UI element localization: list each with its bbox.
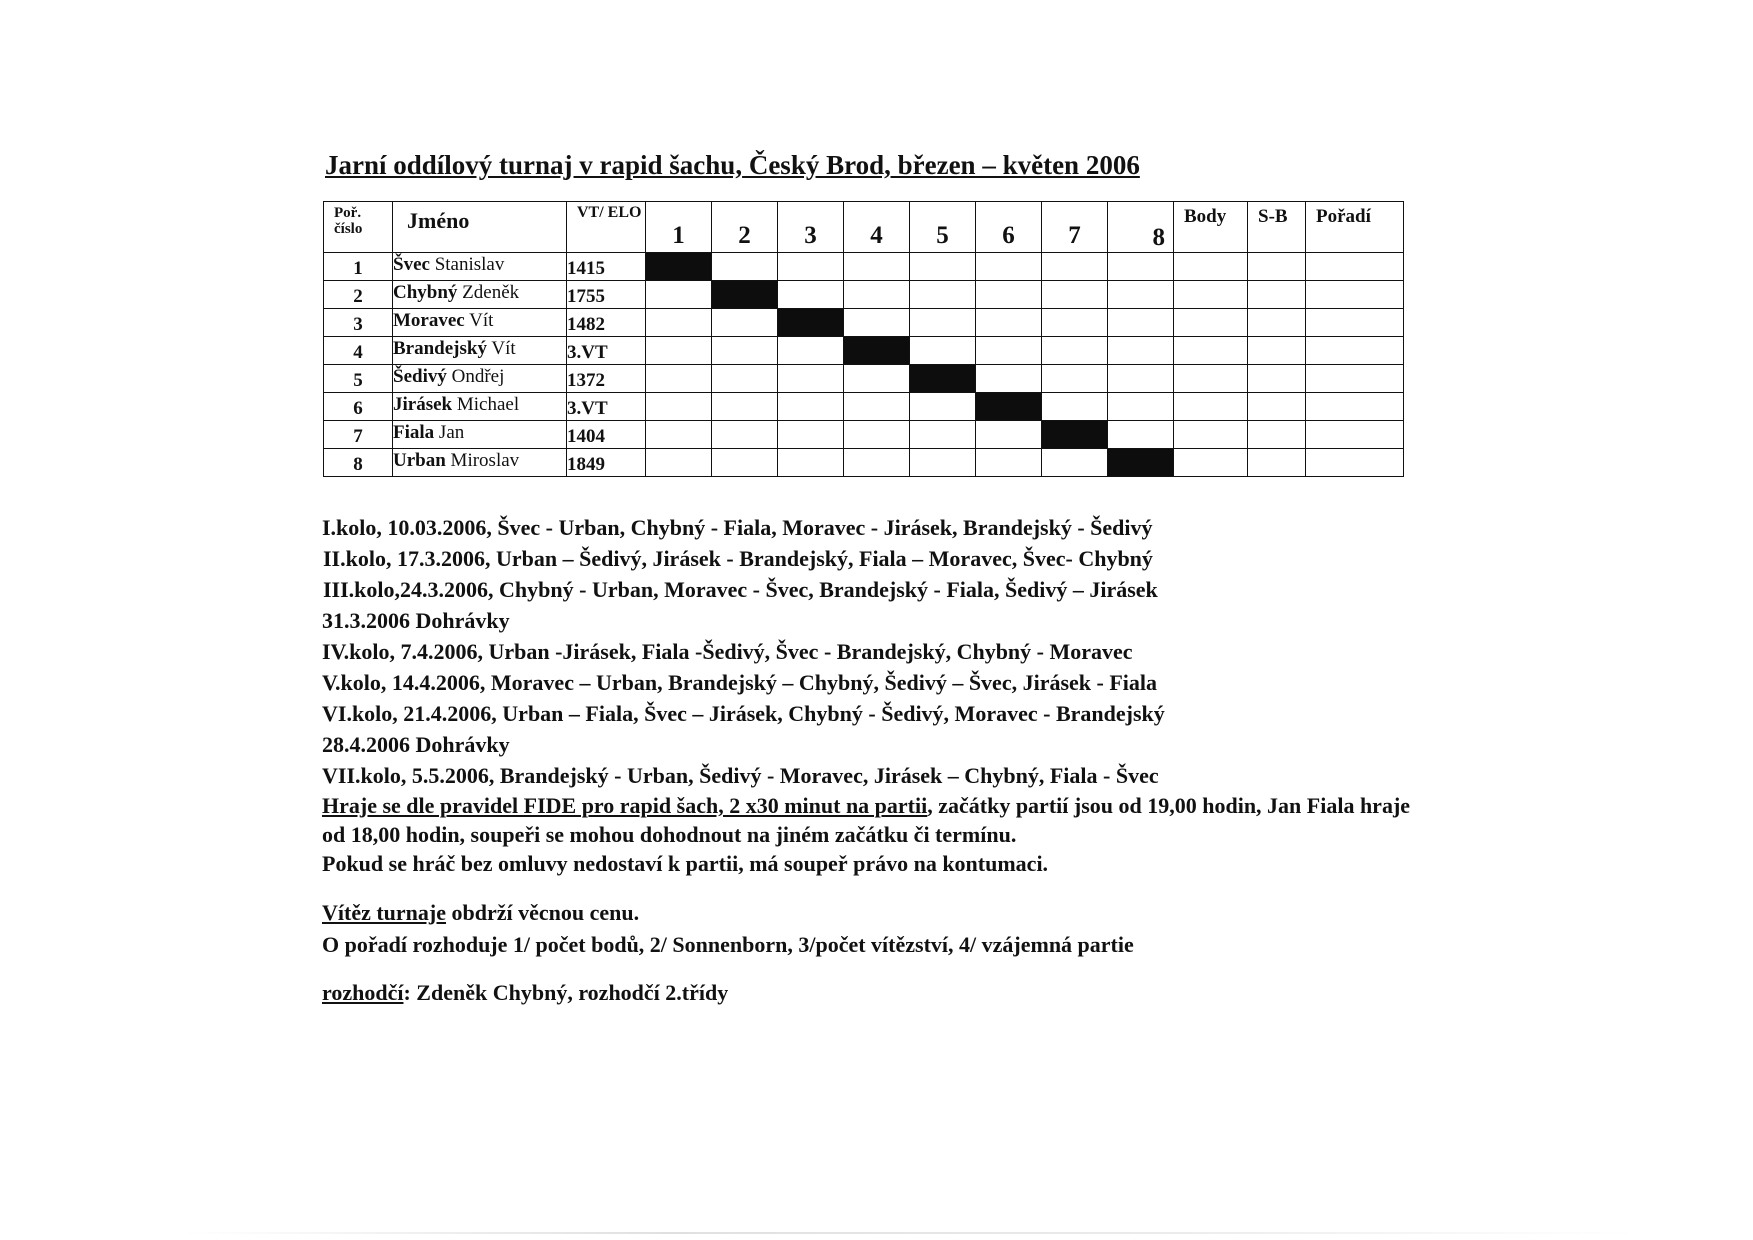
result-cell [646,393,712,421]
result-cell [844,421,910,449]
header-round-8: 8 [1108,202,1174,253]
player-name [393,281,567,309]
round-line: V.kolo, 14.4.2006, Moravec – Urban, Brandejský – Chybný, Šedivý – Švec, Jirásek - Fiala [322,670,1158,695]
player-rating: 3.VT [567,337,646,365]
player-number: 7 [324,421,393,449]
player-firstname: Ondřej [451,366,505,387]
points-cell [1174,253,1248,281]
player-name [393,365,567,393]
rank-cell [1306,393,1404,421]
result-cell [646,309,712,337]
result-cell [1108,309,1174,337]
result-cell [646,281,712,309]
round-line: II.kolo, 17.3.2006, Urban – Šedivý, Jirásek - Brandejský, Fiala – Moravec, Švec- Chybný [323,546,1153,571]
points-cell [1174,365,1248,393]
result-cell [646,337,712,365]
result-cell [844,365,910,393]
result-cell [712,449,778,477]
player-number: 5 [324,365,393,393]
player-name [393,449,567,477]
result-cell [910,281,976,309]
sonneborn-cell [1248,253,1306,281]
result-cell [646,449,712,477]
player-firstname: Stanislav [434,254,505,275]
result-cell [1042,309,1108,337]
player-rating: 1482 [567,309,646,337]
result-cell [1042,253,1108,281]
player-rating: 1372 [567,365,646,393]
header-round-7: 7 [1042,202,1108,253]
result-cell [910,393,976,421]
result-cell [778,337,844,365]
rank-cell [1306,309,1404,337]
self-pairing-cell [844,337,910,365]
header-elo: VT/ ELO [567,202,646,253]
header-round-6: 6 [976,202,1042,253]
sonneborn-cell [1248,421,1306,449]
player-row [324,309,1404,337]
player-rating: 1404 [567,421,646,449]
crosstable-body [324,253,1404,477]
player-surname: Chybný [393,282,458,303]
result-cell [778,449,844,477]
result-cell [910,449,976,477]
rank-cell [1306,365,1404,393]
referee-text: : Zdeněk Chybný, rozhodčí 2.třídy [403,980,729,1005]
result-cell [778,253,844,281]
player-name [393,253,567,281]
rules-line1-rest: , začátky partií jsou od 19,00 hodin, Jan Fiala hraje [927,793,1411,818]
round-line: 31.3.2006 Dohrávky [322,608,510,633]
player-number: 2 [324,281,393,309]
header-por: Poř. číslo [324,202,393,253]
player-number: 3 [324,309,393,337]
player-name [393,421,567,449]
result-cell [712,337,778,365]
result-cell [1042,449,1108,477]
player-number: 1 [324,253,393,281]
round-line: IV.kolo, 7.4.2006, Urban -Jirásek, Fiala -Šedivý, Švec - Brandejský, Chybný - Moravec [322,639,1133,664]
result-cell [1108,253,1174,281]
result-cell [910,309,976,337]
sonneborn-cell [1248,309,1306,337]
result-cell [844,281,910,309]
result-cell [1042,393,1108,421]
rules-underlined: Hraje se dle pravidel FIDE pro rapid šach, 2 x30 minut na partii [322,793,928,818]
points-cell [1174,337,1248,365]
result-cell [778,393,844,421]
result-cell [976,309,1042,337]
sonneborn-cell [1248,281,1306,309]
self-pairing-cell [910,365,976,393]
player-rating: 1849 [567,449,646,477]
referee-label: rozhodčí [322,980,404,1005]
points-cell [1174,449,1248,477]
player-surname: Moravec [393,310,465,331]
player-number: 4 [324,337,393,365]
round-line: III.kolo,24.3.2006, Chybný - Urban, Moravec - Švec, Brandejský - Fiala, Šedivý – Jirásek [323,577,1158,602]
header-round-1: 1 [646,202,712,253]
player-number: 8 [324,449,393,477]
title-underlined: Jarní oddílový turnaj v rapid šachu, [325,150,743,180]
points-cell [1174,421,1248,449]
header-sb: S-B [1248,202,1306,253]
player-row [324,365,1404,393]
result-cell [976,253,1042,281]
rank-cell [1306,281,1404,309]
result-cell [1108,281,1174,309]
rules-line-3: Pokud se hráč bez omluvy nedostaví k partii, má soupeř právo na kontumaci. [322,851,1049,876]
prize-underlined: Vítěz turnaje [322,900,447,925]
round-line: 28.4.2006 Dohrávky [322,732,510,757]
points-cell [1174,281,1248,309]
player-row [324,449,1404,477]
header-body: Body [1174,202,1248,253]
result-cell [844,393,910,421]
player-rating: 1755 [567,281,646,309]
player-firstname: Zdeněk [462,282,520,303]
header-round-4: 4 [844,202,910,253]
result-cell [712,309,778,337]
player-row [324,421,1404,449]
player-surname: Fiala [393,422,435,443]
player-firstname: Vít [469,310,494,331]
prize-rest: obdrží věcnou cenu. [446,900,640,925]
self-pairing-cell [976,393,1042,421]
player-name [393,309,567,337]
result-cell [712,421,778,449]
rank-cell [1306,253,1404,281]
header-name: Jméno [393,202,567,253]
result-cell [910,421,976,449]
rank-cell [1306,337,1404,365]
result-cell [778,365,844,393]
player-firstname: Miroslav [450,450,520,471]
result-cell [1108,337,1174,365]
self-pairing-cell [712,281,778,309]
document-title [325,150,1140,181]
rules-line-2: od 18,00 hodin, soupeři se mohou dohodnout na jiném začátku či termínu. [322,822,1017,847]
player-rating: 1415 [567,253,646,281]
self-pairing-cell [1042,421,1108,449]
result-cell [976,281,1042,309]
sonneborn-cell [1248,449,1306,477]
result-cell [1108,365,1174,393]
prize-paragraph [322,897,1134,961]
result-cell [712,393,778,421]
self-pairing-cell [778,309,844,337]
player-firstname: Vít [491,338,516,359]
self-pairing-cell [646,253,712,281]
result-cell [1108,421,1174,449]
result-cell [910,253,976,281]
referee-line [322,980,728,1006]
result-cell [778,421,844,449]
crosstable [323,201,1404,477]
round-schedule [322,512,1165,791]
result-cell [976,337,1042,365]
result-cell [976,421,1042,449]
result-cell [646,421,712,449]
player-firstname: Michael [456,394,520,415]
player-rating: 3.VT [567,393,646,421]
round-line: VII.kolo, 5.5.2006, Brandejský - Urban, Šedivý - Moravec, Jirásek – Chybný, Fiala - Švec [322,763,1159,788]
result-cell [910,337,976,365]
tiebreak-line: O pořadí rozhoduje 1/ počet bodů, 2/ Sonnenborn, 3/počet vítězství, 4/ vzájemná partie [322,932,1134,957]
result-cell [976,365,1042,393]
result-cell [1042,365,1108,393]
result-cell [1042,337,1108,365]
result-cell [844,449,910,477]
header-round-3: 3 [778,202,844,253]
result-cell [976,449,1042,477]
rank-cell [1306,449,1404,477]
sonneborn-cell [1248,393,1306,421]
player-name [393,337,567,365]
player-firstname: Jan [438,422,465,443]
player-row [324,253,1404,281]
player-number: 6 [324,393,393,421]
self-pairing-cell [1108,449,1174,477]
prize-line [322,897,1134,929]
result-cell [1042,281,1108,309]
header-poradi: Pořadí [1306,202,1404,253]
result-cell [712,253,778,281]
result-cell [778,281,844,309]
title-rest: Český Brod, březen – květen 2006 [742,150,1140,180]
rules-line-1 [322,791,1410,820]
result-cell [712,365,778,393]
header-round-2: 2 [712,202,778,253]
result-cell [1108,393,1174,421]
sonneborn-cell [1248,337,1306,365]
rules-paragraph [322,791,1410,878]
result-cell [844,253,910,281]
crosstable-header-row [324,202,1404,253]
sonneborn-cell [1248,365,1306,393]
player-surname: Jirásek [393,394,453,415]
player-surname: Urban [393,450,446,471]
round-line: VI.kolo, 21.4.2006, Urban – Fiala, Švec – Jirásek, Chybný - Šedivý, Moravec - Brandejský [322,701,1165,726]
header-round-5: 5 [910,202,976,253]
points-cell [1174,309,1248,337]
result-cell [646,365,712,393]
player-surname: Švec [393,254,430,275]
rank-cell [1306,421,1404,449]
player-row [324,281,1404,309]
player-name [393,393,567,421]
points-cell [1174,393,1248,421]
scan-edge-line [180,1232,1640,1234]
player-surname: Šedivý [393,366,447,387]
player-row [324,337,1404,365]
player-surname: Brandejský [393,338,487,359]
player-row [324,393,1404,421]
result-cell [844,309,910,337]
round-line: I.kolo, 10.03.2006, Švec - Urban, Chybný - Fiala, Moravec - Jirásek, Brandejský - Šedivý [322,515,1153,540]
